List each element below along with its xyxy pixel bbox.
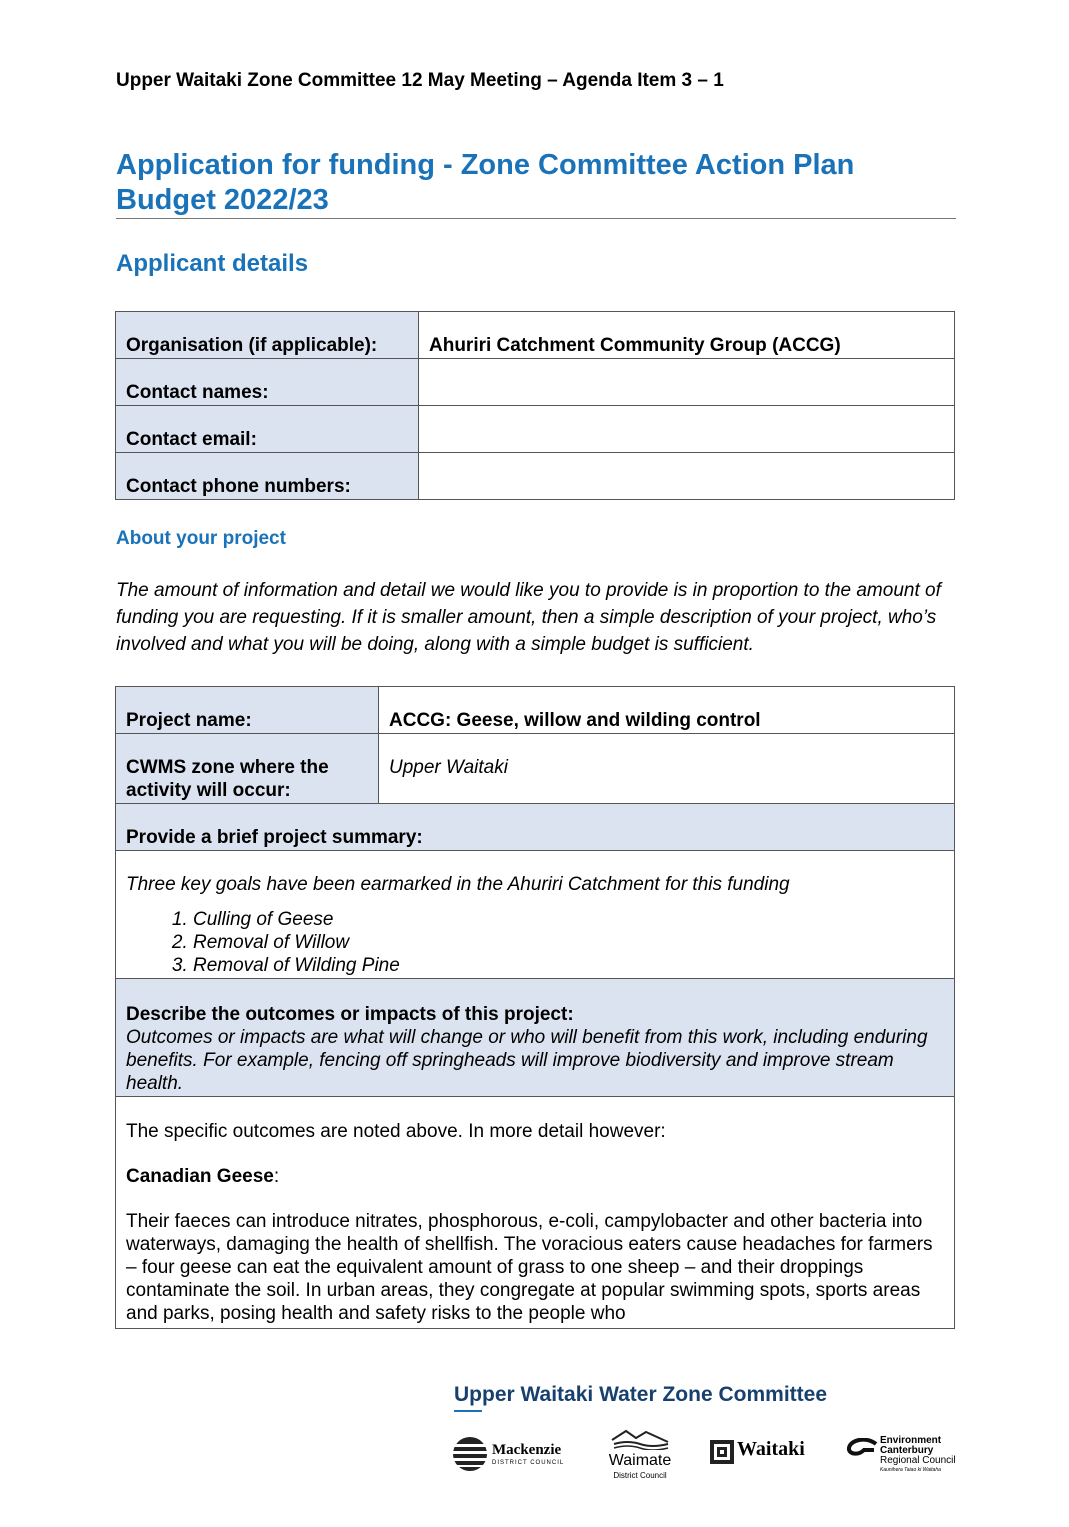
geese-heading-colon: :	[273, 1166, 280, 1187]
project-name-value: ACCG: Geese, willow and wilding control	[379, 687, 955, 734]
mackenzie-sub: DISTRICT COUNCIL	[492, 1460, 565, 1466]
table-row	[116, 734, 955, 804]
waimate-sub: District Council	[613, 1471, 667, 1480]
waimate-name: Waimate	[608, 1452, 672, 1469]
list-item: 2. Removal of Willow	[193, 931, 944, 954]
mackenzie-name: Mackenzie	[492, 1442, 562, 1458]
waitaki-name: Waitaki	[737, 1438, 805, 1460]
summary-intro: Three key goals have been earmarked in the Ahuriri Catchment for this funding	[126, 874, 790, 895]
contact-names-label: Contact names:	[116, 359, 419, 406]
ecan-swirl-icon	[846, 1438, 878, 1458]
table-row	[116, 453, 955, 500]
table-row	[116, 804, 955, 851]
document-title	[116, 148, 956, 218]
table-row	[116, 406, 955, 453]
footer-accent-rule	[454, 1410, 482, 1412]
outcomes-intro: The specific outcomes are noted above. In more detail however:	[126, 1121, 666, 1142]
zone-label: CWMS zone where the activity will occur:	[116, 734, 379, 804]
organisation-value: Ahuriri Catchment Community Group (ACCG)	[419, 312, 955, 359]
page-header: Upper Waitaki Zone Committee 12 May Meeting – Agenda Item 3 – 1	[116, 70, 724, 91]
applicant-details-heading: Applicant details	[116, 250, 309, 277]
project-name-label: Project name:	[116, 687, 379, 734]
title-divider	[116, 218, 956, 219]
summary-label: Provide a brief project summary:	[116, 804, 955, 851]
contact-phone-value	[419, 453, 955, 500]
ecan-line-4: Kaunihera Taiao ki Waitaha	[880, 1467, 941, 1473]
outcomes-label: Describe the outcomes or impacts of this project:	[126, 1004, 574, 1025]
list-item: 1. Culling of Geese	[193, 908, 944, 931]
waimate-mountain-icon	[610, 1428, 670, 1450]
outcomes-label-cell	[116, 979, 955, 1097]
applicant-table	[115, 311, 955, 500]
table-row	[116, 979, 955, 1097]
ecan-line-2: Canterbury	[880, 1445, 934, 1456]
title-line-1: Application for funding - Zone Committee Action Plan	[116, 149, 855, 181]
table-row	[116, 359, 955, 406]
contact-email-value	[419, 406, 955, 453]
ecan-line-1: Environment	[880, 1435, 942, 1446]
table-row	[116, 1097, 955, 1329]
outcomes-help: Outcomes or impacts are what will change or who will benefit from this work, including enduring benefits. For example, fencing off springheads will improve biodiversity and improve stream health.	[126, 1027, 928, 1094]
geese-heading: Canadian Geese	[126, 1166, 274, 1187]
contact-email-label: Contact email:	[116, 406, 419, 453]
table-row	[116, 312, 955, 359]
project-table	[115, 686, 955, 1329]
about-project-heading: About your project	[116, 528, 286, 549]
zone-value: Upper Waitaki	[379, 734, 955, 804]
table-row	[116, 851, 955, 979]
footer-committee-title: Upper Waitaki Water Zone Committee	[454, 1383, 827, 1406]
outcomes-cell	[116, 1097, 955, 1329]
goals-list	[126, 908, 944, 977]
waitaki-emblem-icon	[710, 1440, 734, 1464]
title-line-2: Budget 2022/23	[116, 184, 329, 216]
organisation-label: Organisation (if applicable):	[116, 312, 419, 359]
ecan-line-3: Regional Council	[880, 1455, 956, 1466]
geese-text: Their faeces can introduce nitrates, phosphorous, e-coli, campylobacter and other bacteria into waterways, damaging the health of shellfish. The voracious eaters cause headaches for farmers – four geese can eat the equivalent amount of grass to one sheep – and their droppings contaminate the soil. In urban areas, they congregate at popular swimming spots, sports areas and parks, posing health and safety risks to the people who	[126, 1211, 933, 1324]
contact-names-value	[419, 359, 955, 406]
contact-phone-label: Contact phone numbers:	[116, 453, 419, 500]
list-item: 3. Removal of Wilding Pine	[193, 954, 944, 977]
summary-cell	[116, 851, 955, 979]
mackenzie-emblem-icon	[452, 1436, 488, 1472]
project-intro-text: The amount of information and detail we would like you to provide is in proportion to the amount of funding you are requesting. If it is smaller amount, then a simple description of your project, who’s involved and what you will be doing, along with a simple budget is sufficient.	[116, 580, 941, 655]
table-row	[116, 687, 955, 734]
